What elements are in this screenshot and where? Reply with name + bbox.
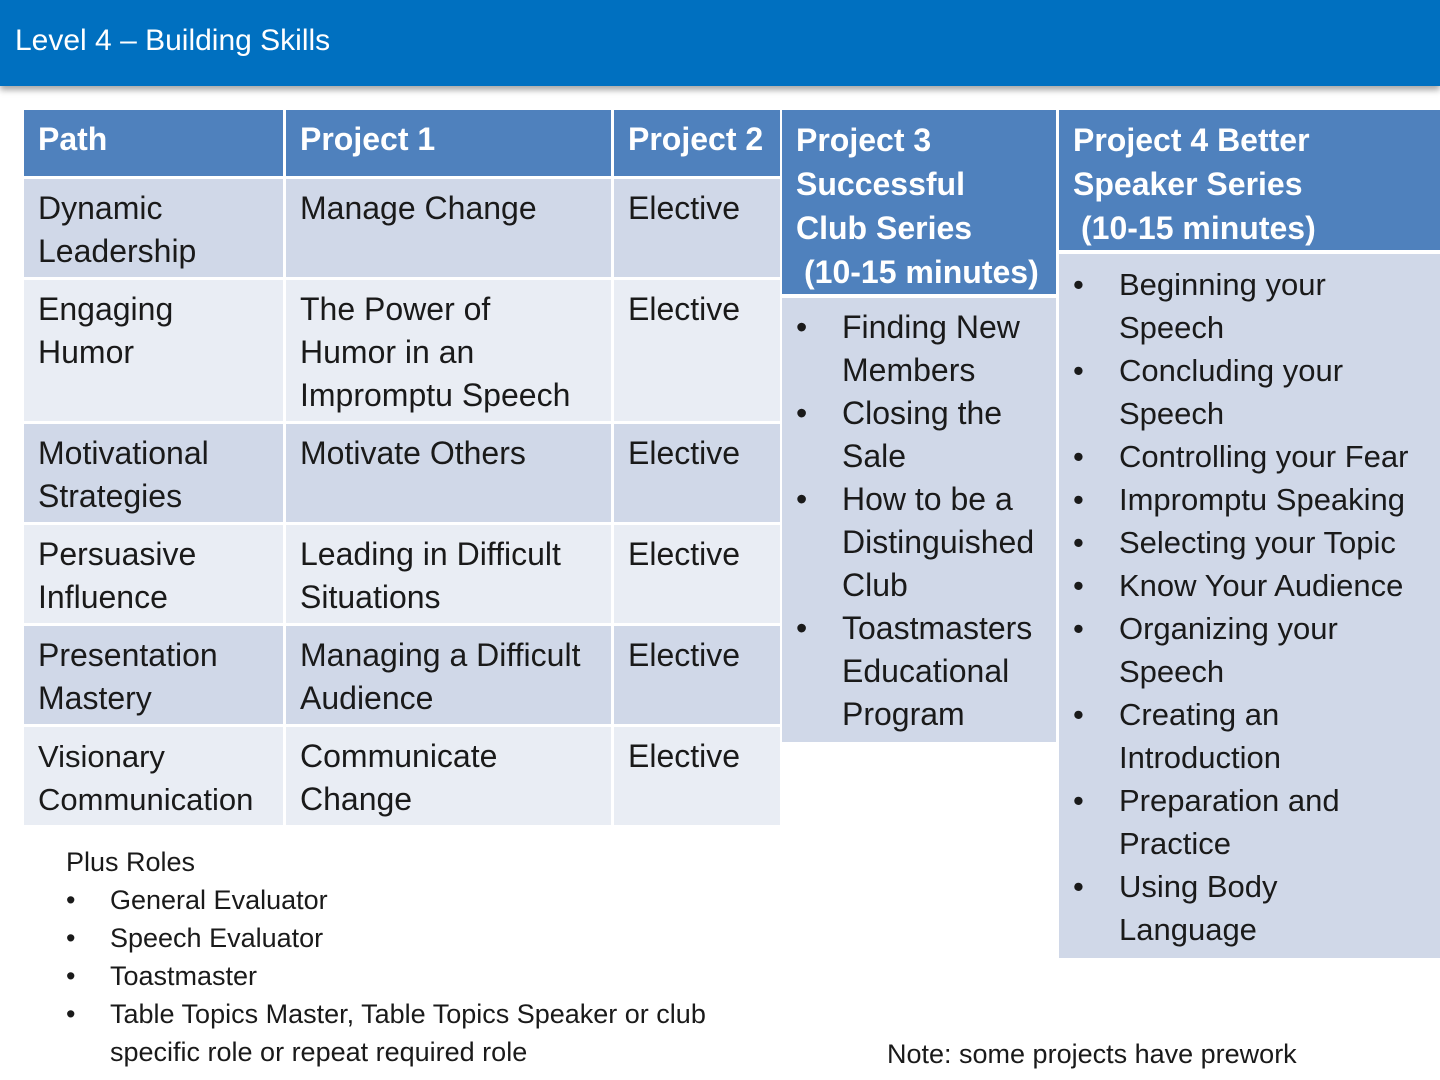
table-row-project2: Elective [614,179,780,277]
table-row-path: Dynamic Leadership [24,179,283,277]
list-item: • Finding New Members [796,306,1046,392]
slide-title: Level 4 – Building Skills [15,24,331,57]
table-row-path: Visionary Communication [24,727,283,825]
table-row-path: Engaging Humor [24,280,283,421]
list-item: • Toastmaster [66,957,786,995]
table-row-project1: The Power of Humor in an Impromptu Speech [286,280,611,421]
project3-header [782,110,1056,294]
header-project-2: Project 2 [614,110,780,176]
table-row-project2: Elective [614,525,780,623]
title-bar [0,0,1440,86]
list-item: • Selecting your Topic [1073,521,1434,564]
list-item: • Controlling your Fear [1073,435,1434,478]
list-item: • Concluding your Speech [1073,349,1434,435]
prework-note: Note: some projects have prework [887,1039,1297,1069]
table-row-project2: Elective [614,727,780,825]
table-row-project1: Communicate Change [286,727,611,825]
list-item: • Closing the Sale [796,392,1046,478]
list-item: • Using Body Language [1073,865,1434,951]
table-row-project1: Motivate Others [286,424,611,522]
table-row-project1: Leading in Difficult Situations [286,525,611,623]
project3-body [782,298,1056,742]
header-project-1: Project 1 [286,110,611,176]
project4-header-duration: (10-15 minutes) [1081,210,1316,246]
list-item: • Toastmasters Educational Program [796,607,1046,736]
list-item: • Speech Evaluator [66,919,786,957]
project3-header-title: Project 3 Successful Club Series [796,122,973,246]
list-item: • Preparation and Practice [1073,779,1434,865]
list-item: • Beginning your Speech [1073,263,1434,349]
list-item: • Table Topics Master, Table Topics Speaker or club specific role or repeat required role [66,995,786,1071]
project4-header-title: Project 4 Better Speaker Series [1073,122,1310,202]
table-row-project2: Elective [614,280,780,421]
list-item: • Impromptu Speaking [1073,478,1434,521]
table-row-path: Presentation Mastery [24,626,283,724]
list-item: • How to be a Distinguished Club [796,478,1046,607]
table-row-project2: Elective [614,424,780,522]
project4-body [1059,254,1440,958]
roles-title: Plus Roles [66,847,196,877]
header-path: Path [24,110,283,176]
list-item: • General Evaluator [66,881,786,919]
project4-header [1059,110,1440,250]
list-item: • Organizing your Speech [1073,607,1434,693]
table-row-project1: Managing a Difficult Audience [286,626,611,724]
list-item: • Creating an Introduction [1073,693,1434,779]
table-row-project2: Elective [614,626,780,724]
table-row-path: Motivational Strategies [24,424,283,522]
table-row-project1: Manage Change [286,179,611,277]
table-row-path: Persuasive Influence [24,525,283,623]
roles-section [66,843,786,1071]
list-item: • Know Your Audience [1073,564,1434,607]
project3-header-duration: (10-15 minutes) [804,254,1039,290]
